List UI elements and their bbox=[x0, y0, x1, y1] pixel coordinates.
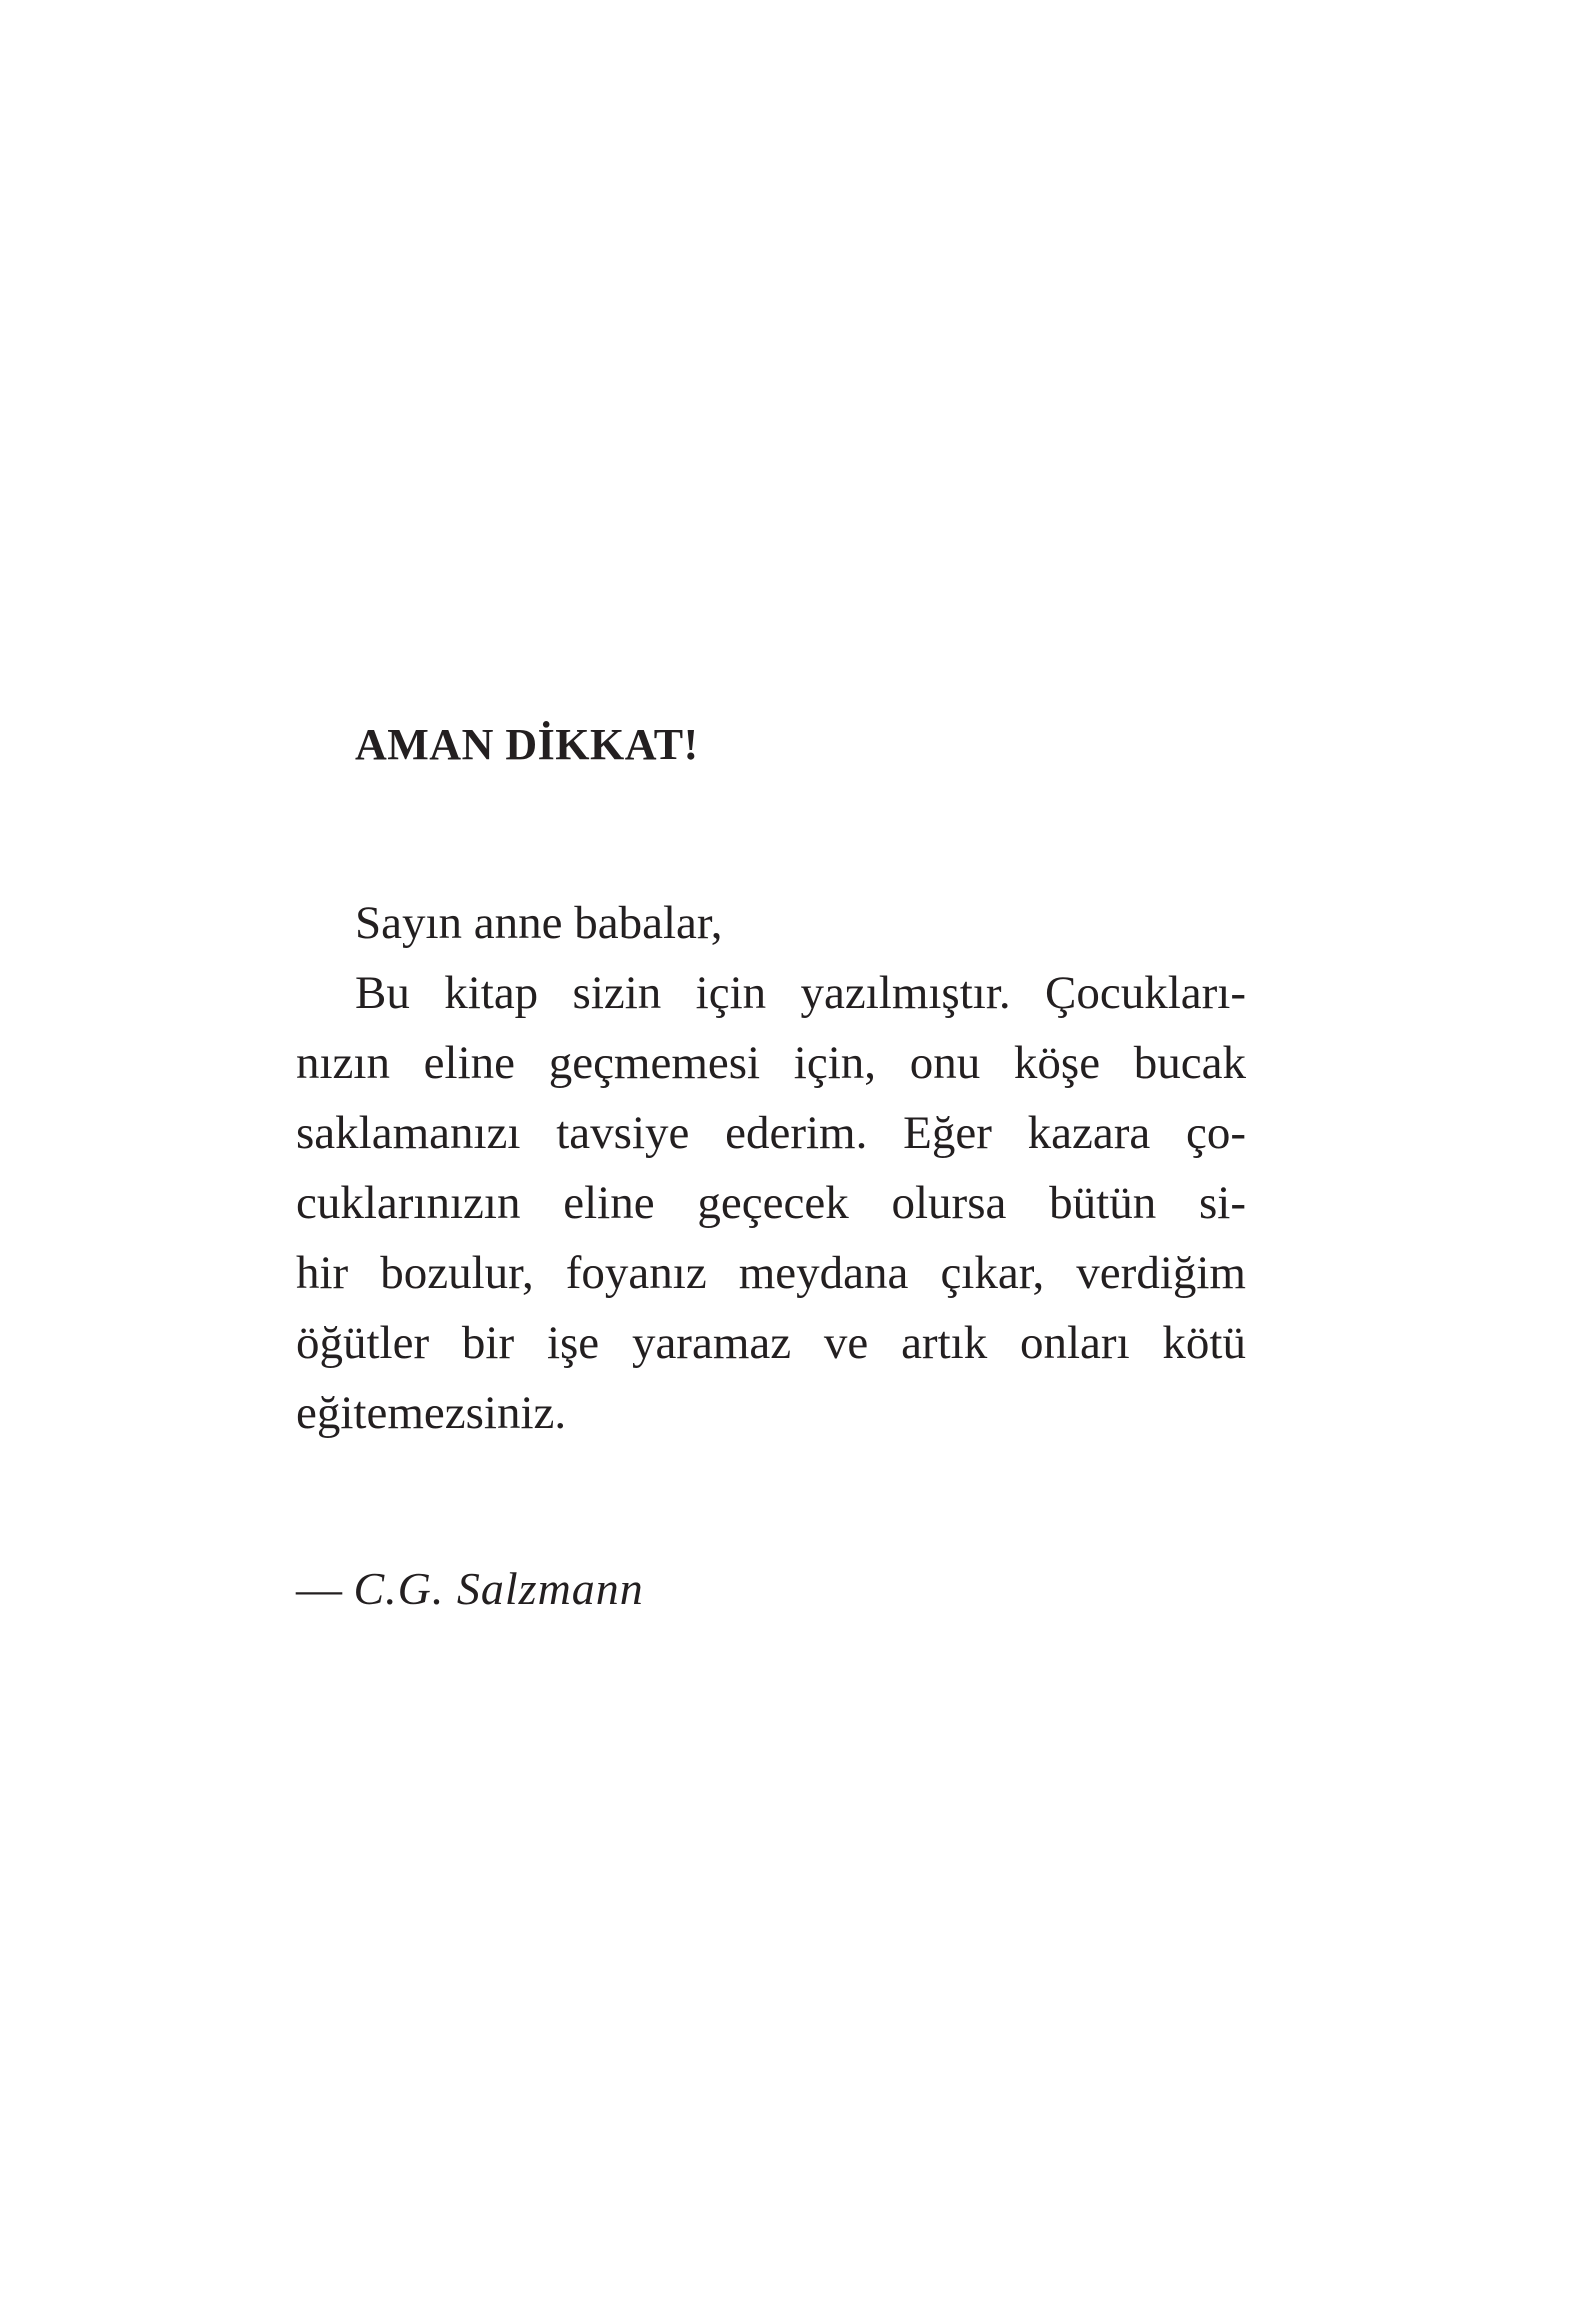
body-line: öğütler bir işe yaramaz ve artık onları kötü bbox=[296, 1317, 1246, 1369]
body-line: Bu kitap sizin için yazılmıştır. Çocukları- bbox=[355, 967, 1246, 1019]
attribution bbox=[296, 1556, 1246, 1622]
page-heading: AMAN DİKKAT! bbox=[355, 720, 699, 769]
body-paragraph bbox=[296, 958, 1246, 1448]
author-name: C.G. Salzmann bbox=[353, 1563, 644, 1614]
body-line: eğitemezsiniz. bbox=[296, 1387, 567, 1439]
body-line: hir bozulur, foyanız meydana çıkar, verdiğim bbox=[296, 1247, 1246, 1299]
body-line: saklamanızı tavsiye ederim. Eğer kazara ço- bbox=[296, 1107, 1246, 1159]
salutation-line: Sayın anne babalar, bbox=[355, 897, 723, 949]
body-line: nızın eline geçmemesi için, onu köşe bucak bbox=[296, 1037, 1246, 1089]
body-line: cuklarınızın eline geçecek olursa bütün si- bbox=[296, 1177, 1246, 1229]
epigraph-block bbox=[296, 712, 1246, 1622]
attribution-dash: — bbox=[296, 1563, 354, 1614]
